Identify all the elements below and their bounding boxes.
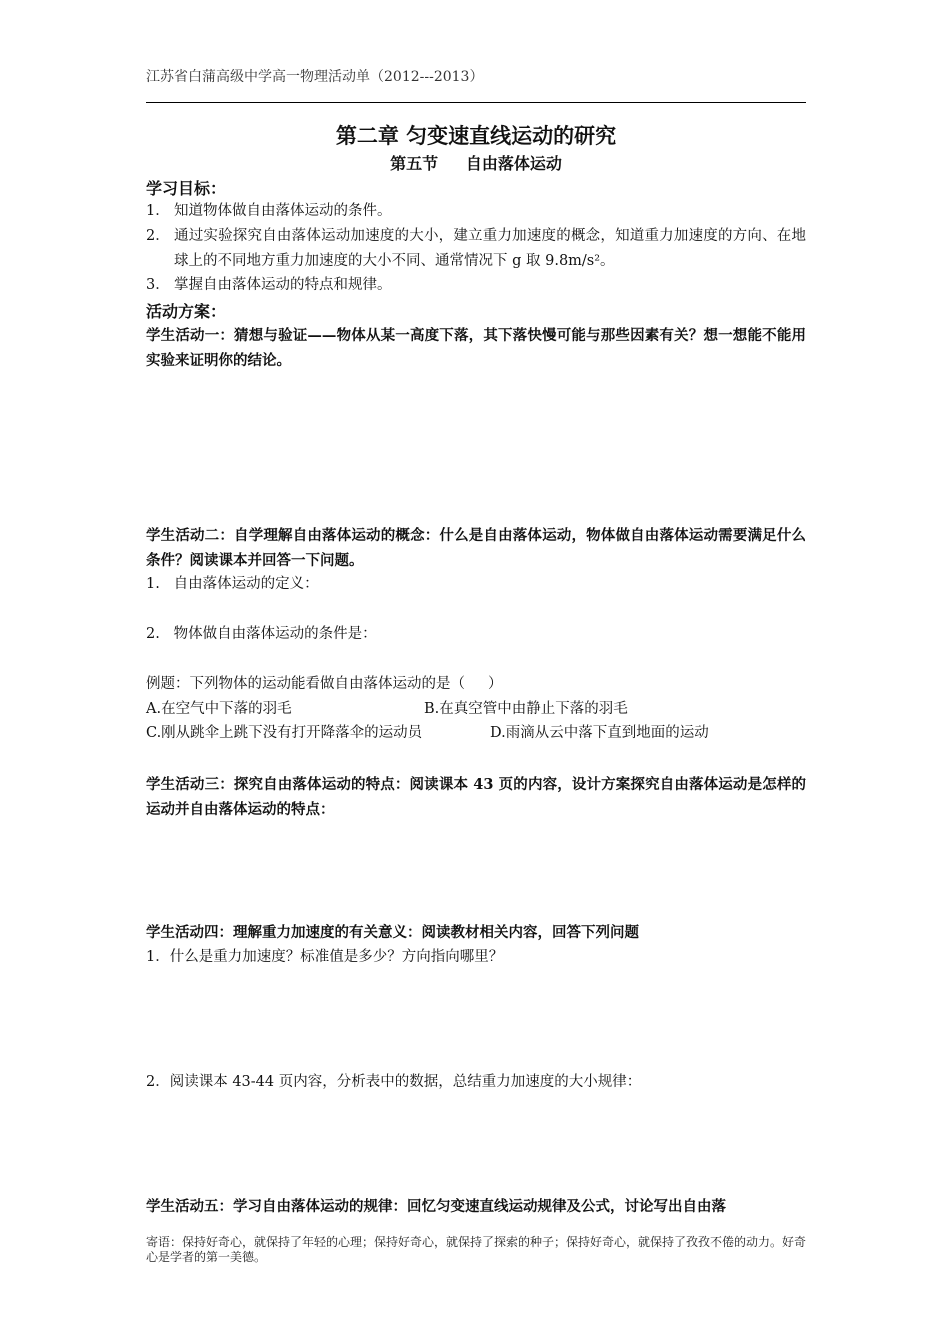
plan-heading: 活动方案： bbox=[146, 302, 227, 321]
activity-3: 学生活动三：探究自由落体运动的特点：阅读课本 43 页的内容，设计方案探究自由落体运动是怎样的运动并自由落体运动的特点： bbox=[146, 776, 806, 818]
goal-item-3 bbox=[146, 273, 806, 297]
example-question: 例题：下列物体的运动能看做自由落体运动的是（ ） bbox=[146, 676, 503, 692]
chapter-title: 第二章 匀变速直线运动的研究 bbox=[335, 123, 617, 148]
goal-text: 通过实验探究自由落体运动加速度的大小，建立重力加速度的概念，知道重力加速度的方向、在地球上的不同地方重力加速度的大小不同、通常情况下 g 取 9.8m/s²。 bbox=[174, 228, 806, 269]
document-header: 江苏省白蒲高级中学高一物理活动单（2012---2013） bbox=[146, 69, 484, 85]
goal-item-2 bbox=[146, 224, 806, 274]
goal-text: 知道物体做自由落体运动的条件。 bbox=[174, 203, 392, 219]
activity-2-question-2: 2. 物体做自由落体运动的条件是： bbox=[146, 626, 377, 642]
activity-4-question-1: 1．什么是重力加速度？标准值是多少？方向指向哪里？ bbox=[146, 949, 504, 965]
goal-text: 掌握自由落体运动的特点和规律。 bbox=[174, 277, 392, 293]
activity-5: 学生活动五：学习自由落体运动的规律：回忆匀变速直线运动规律及公式，讨论写出自由落 bbox=[146, 1198, 726, 1215]
goal-number: 2． bbox=[146, 228, 170, 244]
activity-4: 学生活动四：理解重力加速度的有关意义：阅读教材相关内容，回答下列问题 bbox=[146, 924, 639, 941]
option-a: A.在空气中下落的羽毛 bbox=[146, 701, 292, 717]
goal-number: 1． bbox=[146, 203, 170, 219]
activity-2-question-1: 1. 自由落体运动的定义： bbox=[146, 576, 319, 592]
footer-motto: 寄语：保持好奇心，就保持了年轻的心理；保持好奇心，就保持了探索的种子；保持好奇心，就保持了孜孜不倦的动力。好奇心是学者的第一美德。 bbox=[146, 1235, 807, 1264]
activity-4-question-2: 2．阅读课本 43-44 页内容，分析表中的数据，总结重力加速度的大小规律： bbox=[146, 1074, 642, 1090]
goal-item-1 bbox=[146, 199, 806, 223]
activity-2: 学生活动二：自学理解自由落体运动的概念：什么是自由落体运动，物体做自由落体运动需要满足什么条件？阅读课本并回答一下问题。 bbox=[146, 527, 806, 569]
option-d: D.雨滴从云中落下直到地面的运动 bbox=[490, 725, 709, 741]
header-divider bbox=[146, 102, 806, 103]
option-c: C.刚从跳伞上跳下没有打开降落伞的运动员 bbox=[146, 725, 423, 741]
option-b: B.在真空管中由静止下落的羽毛 bbox=[424, 701, 628, 717]
goals-heading: 学习目标： bbox=[146, 179, 227, 198]
goal-number: 3． bbox=[146, 277, 170, 293]
activity-1: 学生活动一：猜想与验证——物体从某一高度下落，其下落快慢可能与那些因素有关？想一想能不能用实验来证明你的结论。 bbox=[146, 327, 806, 369]
section-title: 第五节 自由落体运动 bbox=[390, 154, 562, 173]
